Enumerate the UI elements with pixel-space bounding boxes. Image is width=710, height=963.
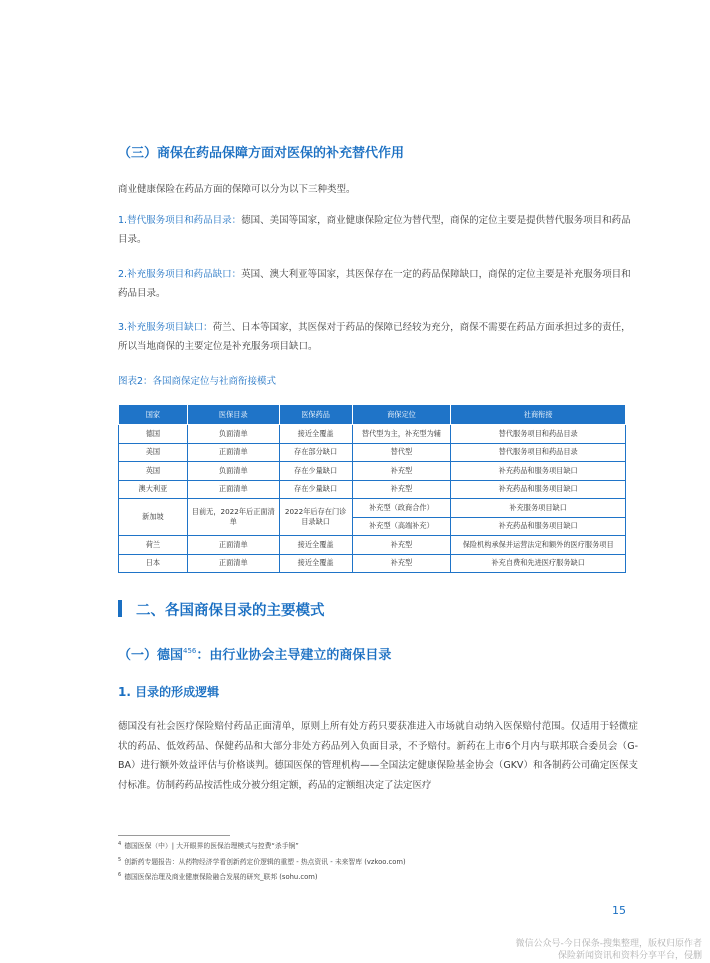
table-cell: 正面清单 bbox=[187, 480, 279, 499]
table-row bbox=[119, 499, 626, 518]
watermark-line: 微信公众号-今日保条-搜集整理，版权归原作者 bbox=[515, 939, 702, 949]
table-cell: 英国 bbox=[119, 462, 188, 481]
footnote-number: 4 bbox=[118, 841, 122, 847]
list-item-text: 荷兰、日本等国家，其医保对于药品的保障已经较为充分，商保不需要在药品方面承担过多的责任，所以当地商保的主要定位是补充服务项目缺口。 bbox=[118, 322, 631, 352]
table-cell: 补充型（政商合作） bbox=[352, 499, 451, 518]
table-cell: 补充服务项目缺口 bbox=[451, 499, 626, 518]
table-cell: 补充型（高端补充） bbox=[352, 517, 451, 536]
heading-accent-bar bbox=[118, 600, 122, 617]
table-cell: 接近全覆盖 bbox=[279, 425, 352, 444]
table-cell: 补充药品和服务项目缺口 bbox=[451, 462, 626, 481]
table-cell: 补充型 bbox=[352, 536, 451, 555]
table-cell: 负面清单 bbox=[187, 425, 279, 444]
table-row bbox=[119, 462, 626, 481]
table-cell: 正面清单 bbox=[187, 536, 279, 555]
list-item-2 bbox=[118, 265, 638, 303]
list-item-3 bbox=[118, 318, 638, 356]
table-cell: 存在部分缺口 bbox=[279, 443, 352, 462]
chapter-heading: 二、各国商保目录的主要模式 bbox=[136, 603, 325, 619]
column-header: 医保药品 bbox=[279, 405, 352, 425]
table-cell: 替代服务项目和药品目录 bbox=[451, 443, 626, 462]
footnote-text: 德国医保治理及商业健康保险融合发展的研究_联邦 (sohu.com) bbox=[124, 873, 318, 881]
table-cell: 补充药品和服务项目缺口 bbox=[451, 480, 626, 499]
table-cell: 德国 bbox=[119, 425, 188, 444]
footnote-ref: 456 bbox=[183, 647, 197, 655]
table-row bbox=[119, 443, 626, 462]
list-item-lead: 2.补充服务项目和药品缺口： bbox=[118, 269, 242, 280]
table-cell: 正面清单 bbox=[187, 554, 279, 573]
list-item-text: 英国、澳大利亚等国家，其医保存在一定的药品保障缺口，商保的定位主要是补充服务项目和药品目录。 bbox=[118, 269, 631, 299]
table-cell: 澳大利亚 bbox=[119, 480, 188, 499]
figure-caption: 图表2：各国商保定位与社商衔接模式 bbox=[118, 376, 277, 387]
footnote-text: 德国医保（中）| 大开眼界的医保治理模式与控费“杀手锏” bbox=[124, 842, 299, 850]
footnote bbox=[118, 856, 406, 866]
page-number: 15 bbox=[612, 904, 626, 917]
table-cell: 替代型为主，补充型为辅 bbox=[352, 425, 451, 444]
table-cell: 保险机构承保并运营法定和额外的医疗服务项目 bbox=[451, 536, 626, 555]
section-title: （三）商保在药品保障方面对医保的补充替代作用 bbox=[118, 146, 405, 161]
table-row bbox=[119, 536, 626, 555]
table-row bbox=[119, 554, 626, 573]
footnote bbox=[118, 840, 299, 850]
table-row bbox=[119, 425, 626, 444]
watermark-line: 保险新闻资讯和资料分享平台，侵删 bbox=[557, 951, 702, 961]
table-cell: 补充型 bbox=[352, 554, 451, 573]
column-header: 国家 bbox=[119, 405, 188, 425]
list-item-1 bbox=[118, 211, 638, 249]
section-intro: 商业健康保险在药品方面的保障可以分为以下三种类型。 bbox=[118, 184, 356, 195]
column-header: 医保目录 bbox=[187, 405, 279, 425]
table-cell: 补充自费和先进医疗服务缺口 bbox=[451, 554, 626, 573]
table-cell: 2022年后存在门诊目录缺口 bbox=[279, 499, 352, 536]
column-header: 社商衔接 bbox=[451, 405, 626, 425]
table-cell: 补充型 bbox=[352, 480, 451, 499]
list-item-lead: 3.补充服务项目缺口： bbox=[118, 322, 213, 333]
table-cell: 补充药品和服务项目缺口 bbox=[451, 517, 626, 536]
table-cell: 补充型 bbox=[352, 462, 451, 481]
table-cell: 替代型 bbox=[352, 443, 451, 462]
body-paragraph: 德国没有社会医疗保险赔付药品正面清单，原则上所有处方药只要获准进入市场就自动纳入医保赔付范围。仅适用于轻微症状的药品、低效药品、保健药品和大部分非处方药品列入负面目录，不予赔付。新药在上市6个月内与联邦联合委员会（G-BA）进行额外效益评估与价格谈判。德国医保的管理机构——全国法定健康保险基金协会（GKV）和各制药公司确定医保支付标准。仿制药药品按活性成分被分组定额，药品的定额组决定了法定医疗 bbox=[118, 721, 638, 791]
list-item-lead: 1.替代服务项目和药品目录： bbox=[118, 215, 242, 226]
table-header-row bbox=[119, 405, 626, 425]
table-cell: 存在少量缺口 bbox=[279, 480, 352, 499]
subsection-heading bbox=[118, 644, 391, 663]
table-row bbox=[119, 480, 626, 499]
table-cell: 新加坡 bbox=[119, 499, 188, 536]
subsection-heading-prefix: （一）德国 bbox=[118, 648, 184, 663]
footnote bbox=[118, 871, 318, 881]
table-cell: 荷兰 bbox=[119, 536, 188, 555]
table-cell: 存在少量缺口 bbox=[279, 462, 352, 481]
table-cell: 接近全覆盖 bbox=[279, 554, 352, 573]
table-cell: 负面清单 bbox=[187, 462, 279, 481]
table-cell: 替代服务项目和药品目录 bbox=[451, 425, 626, 444]
table-cell: 美国 bbox=[119, 443, 188, 462]
sub-subsection-heading: 1. 目录的形成逻辑 bbox=[118, 685, 220, 699]
subsection-heading-rest: ：由行业协会主导建立的商保目录 bbox=[196, 648, 392, 663]
footnote-divider bbox=[118, 835, 230, 836]
table-cell: 目前无，2022年后正面清单 bbox=[187, 499, 279, 536]
table-cell: 正面清单 bbox=[187, 443, 279, 462]
footnote-number: 5 bbox=[118, 857, 122, 863]
table-cell: 日本 bbox=[119, 554, 188, 573]
column-header: 商保定位 bbox=[352, 405, 451, 425]
watermark bbox=[516, 938, 703, 962]
positioning-table bbox=[118, 404, 626, 573]
table-cell: 接近全覆盖 bbox=[279, 536, 352, 555]
footnote-text: 创新药专题报告：从药物经济学看创新药定价逻辑的重塑 - 热点资讯 - 未来智库 (vzkoo.com) bbox=[124, 858, 406, 866]
footnote-number: 6 bbox=[118, 872, 122, 878]
list-item-text: 德国、美国等国家，商业健康保险定位为替代型，商保的定位主要是提供替代服务项目和药品目录。 bbox=[118, 215, 631, 245]
